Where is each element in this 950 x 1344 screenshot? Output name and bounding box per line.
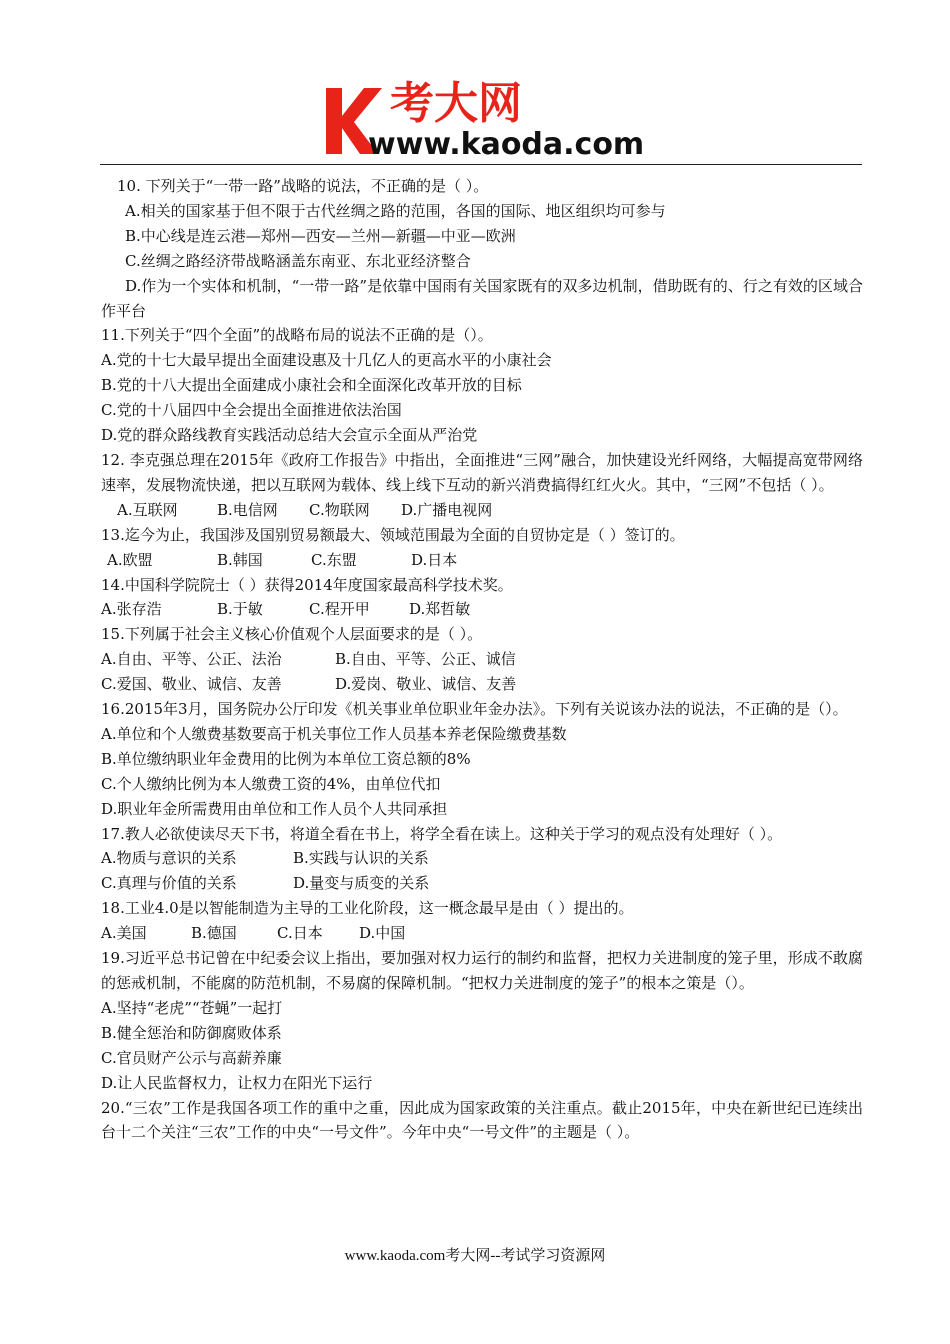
question-15-option-a: A.自由、平等、公正、法治 xyxy=(101,650,282,669)
question-11-option-a: A.党的十七大最早提出全面建设惠及十几亿人的更高水平的小康社会 xyxy=(101,351,552,370)
question-14-option-d: D.郑哲敏 xyxy=(409,600,471,619)
question-16-option-d: D.职业年金所需费用由单位和工作人员个人共同承担 xyxy=(101,799,448,818)
question-19-option-d: D.让人民监督权力，让权力在阳光下运行 xyxy=(101,1073,373,1092)
question-12-option-c: C.物联网 xyxy=(309,500,370,519)
question-12-option-a: A.互联网 xyxy=(117,500,178,519)
question-16-option-a: A.单位和个人缴费基数要高于机关事位工作人员基本养老保险缴费基数 xyxy=(101,724,567,743)
question-15-options-row2 xyxy=(101,672,863,697)
question-18-option-c: C.日本 xyxy=(277,924,323,943)
question-list xyxy=(101,174,863,1145)
question-13-option-b: B.韩国 xyxy=(217,550,263,569)
question-14-stem: 14.中国科学院院士（ ）获得2014年度国家最高科学技术奖。 xyxy=(101,575,513,594)
question-11-option-b: B.党的十八大提出全面建成小康社会和全面深化改革开放的目标 xyxy=(101,376,522,395)
question-16-option-c: C.个人缴纳比例为本人缴费工资的4%，由单位代扣 xyxy=(101,774,441,793)
question-19-option-a: A.坚持“老虎”“苍蝇”一起打 xyxy=(101,998,283,1017)
question-17-options-row1 xyxy=(101,846,863,871)
question-11-option-d: D.党的群众路线教育实践活动总结大会宣示全面从严治党 xyxy=(101,426,478,445)
question-15-option-c: C.爱国、敬业、诚信、友善 xyxy=(101,675,282,694)
question-12-option-d: D.广播电视网 xyxy=(401,500,493,519)
question-13-option-d: D.日本 xyxy=(411,550,458,569)
question-18-option-b: B.德国 xyxy=(191,924,237,943)
question-14-option-c: C.程开甲 xyxy=(309,600,370,619)
question-15-options-row1 xyxy=(101,647,863,672)
question-13-option-a: A.欧盟 xyxy=(107,550,153,569)
header-divider xyxy=(100,164,862,165)
question-18-option-d: D.中国 xyxy=(359,924,406,943)
question-12-stem: 12. 李克强总理在2015年《政府工作报告》中指出，全面推进“三网”融合，加快建设光纤网络，大幅提高宽带网络速率，发展物流快递，把以互联网为载体、线上线下互动的新兴消费搞得红红火火。其中，“三网”不包括（ ）。 xyxy=(101,450,863,494)
question-14-option-a: A.张存浩 xyxy=(101,600,162,619)
question-15-stem: 15.下列属于社会主义核心价值观个人层面要求的是（ ）。 xyxy=(101,625,483,644)
question-20-stem: 20.“三农”工作是我国各项工作的重中之重，因此成为国家政策的关注重点。截止2015年，中央在新世纪已连续出台十二个关注“三农”工作的中央“一号文件”。今年中央“一号文件”的主题是（ ）。 xyxy=(101,1098,863,1142)
question-17-stem: 17.教人必欲使读尽天下书，将道全看在书上，将学全看在读上。这种关于学习的观点没有处理好（ ）。 xyxy=(101,824,783,843)
question-12-options xyxy=(101,498,863,523)
footer-url[interactable]: www.kaoda.com xyxy=(344,1248,446,1264)
question-17-option-c: C.真理与价值的关系 xyxy=(101,874,237,893)
question-11-stem: 11.下列关于“四个全面”的战略布局的说法不正确的是（）。 xyxy=(101,326,493,345)
kaoda-logo xyxy=(322,78,652,160)
question-16-stem: 16.2015年3月，国务院办公厅印发《机关事业单位职业年金办法》。下列有关说该办法的说法，不正确的是（）。 xyxy=(101,700,848,719)
question-10-option-b: B.中心线是连云港—郑州—西安—兰州—新疆—中亚—欧洲 xyxy=(125,226,516,245)
question-12-option-b: B.电信网 xyxy=(217,500,278,519)
question-10-stem: 10. 下列关于“一带一路”战略的说法，不正确的是（ ）。 xyxy=(117,177,489,195)
kaoda-logo-mark xyxy=(322,78,652,160)
logo-url: www.kaoda.com xyxy=(368,127,645,160)
logo-title: 考大网 xyxy=(390,78,522,129)
question-17-options-row2 xyxy=(101,871,863,896)
question-18-option-a: A.美国 xyxy=(101,924,147,943)
question-18-stem: 18.工业4.0是以智能制造为主导的工业化阶段，这一概念最早是由（ ）提出的。 xyxy=(101,899,634,918)
question-16-option-b: B.单位缴纳职业年金费用的比例为本单位工资总额的8% xyxy=(101,749,471,768)
question-17-option-d: D.量变与质变的关系 xyxy=(293,874,430,893)
question-14-options xyxy=(101,597,863,622)
question-15-option-d: D.爱岗、敬业、诚信、友善 xyxy=(335,675,517,694)
question-19-option-b: B.健全惩治和防御腐败体系 xyxy=(101,1023,282,1042)
question-10-option-a: A.相关的国家基于但不限于古代丝绸之路的范围，各国的国际、地区组织均可参与 xyxy=(125,201,666,220)
question-10-option-d: D.作为一个实体和机制，“一带一路”是依靠中国雨有关国家既有的双多边机制，借助既有的、行之有效的区域合作平台 xyxy=(101,276,863,320)
question-13-stem: 13.迄今为止，我国涉及国别贸易额最大、领域范围最为全面的自贸协定是（ ）签订的。 xyxy=(101,525,685,544)
question-11-option-c: C.党的十八届四中全会提出全面推进依法治国 xyxy=(101,401,402,420)
question-19-stem: 19.习近平总书记曾在中纪委会议上指出，要加强对权力运行的制约和监督，把权力关进制度的笼子里，形成不敢腐的惩戒机制，不能腐的防范机制，不易腐的保障机制。“把权力关进制度的笼子”的根本之策是（）。 xyxy=(101,949,863,992)
question-17-option-b: B.实践与认识的关系 xyxy=(293,849,429,868)
question-13-options xyxy=(101,548,863,573)
question-15-option-b: B.自由、平等、公正、诚信 xyxy=(335,650,516,669)
page-footer xyxy=(0,1244,950,1265)
question-17-option-a: A.物质与意识的关系 xyxy=(101,849,237,868)
question-14-option-b: B.于敏 xyxy=(217,600,263,619)
footer-text: 考大网--考试学习资源网 xyxy=(445,1248,606,1264)
question-13-option-c: C.东盟 xyxy=(311,550,357,569)
question-19-option-c: C.官员财产公示与高薪养廉 xyxy=(101,1048,282,1067)
question-10-option-c: C.丝绸之路经济带战略涵盖东南亚、东北亚经济整合 xyxy=(125,251,471,270)
question-18-options xyxy=(101,921,863,946)
